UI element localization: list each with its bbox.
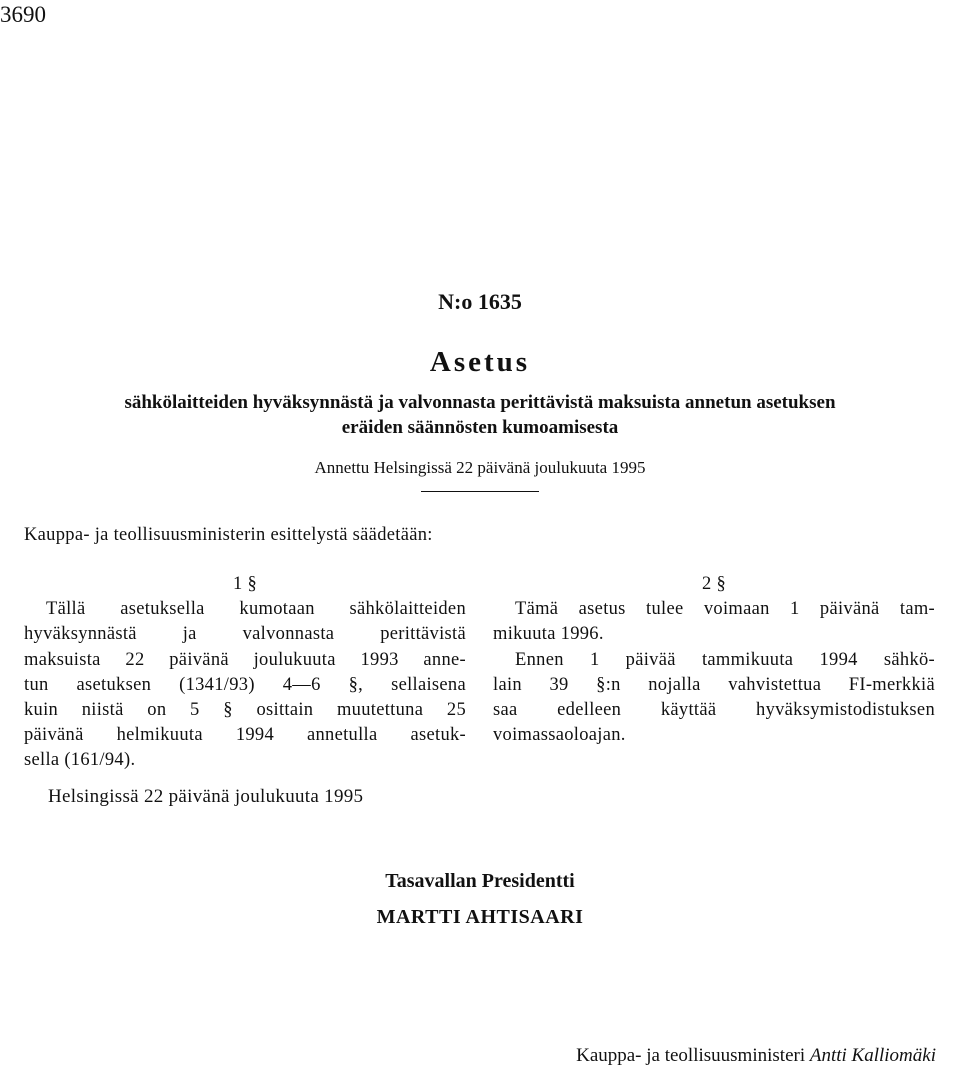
divider-rule: [421, 491, 539, 492]
section-1: [24, 572, 466, 774]
section-2-line: Tämä asetus tulee voimaan 1 päivänä tam-: [515, 599, 935, 620]
president-name: MARTTI AHTISAARI: [376, 906, 584, 928]
section-2: [493, 572, 935, 748]
minister-title: Kauppa- ja teollisuusministeri: [576, 1045, 806, 1066]
section-2-line: mikuuta 1996.: [493, 624, 604, 645]
section-1-line: kuin niistä on 5 § osittain muutettuna 25: [24, 699, 466, 720]
section-1-line: päivänä helmikuuta 1994 annetulla asetuk-: [24, 725, 466, 746]
minister-name: Antti Kalliomäki: [809, 1045, 936, 1066]
section-1-line: hyväksynnästä ja valvonnasta perittävistä: [24, 624, 466, 645]
page-number: 3690: [0, 2, 46, 27]
section-1-line: tun asetuksen (1341/93) 4—6 §, sellaisena: [24, 674, 466, 695]
section-1-heading: 1 §: [232, 574, 258, 594]
intro-text: Kauppa- ja teollisuusministerin esittelystä säädetään:: [24, 525, 433, 545]
section-2-line: lain 39 §:n nojalla vahvistettua FI-merkkiä: [493, 674, 935, 695]
section-1-line: Tällä asetuksella kumotaan sähkölaitteiden: [46, 599, 466, 620]
document-subtitle: [0, 390, 960, 440]
subtitle-line-2: eräiden säännösten kumoamisesta: [341, 417, 619, 438]
section-1-line: sella (161/94).: [24, 750, 136, 771]
given-date: Annettu Helsingissä 22 päivänä joulukuuta 1995: [314, 458, 646, 477]
section-2-line: voimassaoloajan.: [493, 725, 626, 746]
section-1-line: maksuista 22 päivänä joulukuuta 1993 anne-: [24, 649, 466, 670]
act-number: N:o 1635: [438, 289, 522, 314]
subtitle-line-1: sähkölaitteiden hyväksynnästä ja valvonnasta perittävistä maksuista annetun asetuksen: [124, 392, 836, 413]
section-2-line: saa edelleen käyttää hyväksymistodistuksen: [493, 699, 935, 720]
president-title: Tasavallan Presidentti: [385, 870, 575, 892]
minister-signature: [466, 1045, 936, 1067]
document-title: Asetus: [429, 346, 531, 378]
signing-date: Helsingissä 22 päivänä joulukuuta 1995: [48, 786, 364, 807]
section-2-line: Ennen 1 päivää tammikuuta 1994 sähkö-: [515, 649, 935, 670]
section-2-heading: 2 §: [701, 574, 727, 594]
